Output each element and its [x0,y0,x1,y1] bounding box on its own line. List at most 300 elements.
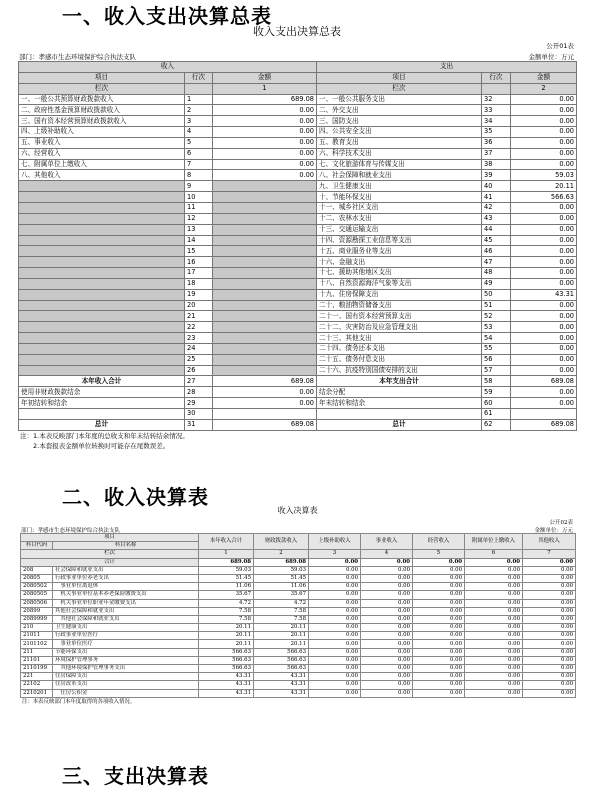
col-number: 1 [199,550,254,558]
col-lanci: 栏次 [317,83,482,94]
amount-cell: 0.00 [523,566,576,574]
expense-row-no: 52 [482,311,511,322]
summary-table-block [18,25,576,451]
amount-cell: 566.63 [199,648,254,656]
expense-item: 十九、住房保障支出 [317,289,482,300]
amount-cell: 0.00 [523,665,576,673]
table-row [19,235,577,246]
table-row [19,268,577,279]
subject-code: 21011 [21,632,53,640]
income-item: 八、其他收入 [19,170,185,181]
col-number: 6 [465,550,523,558]
income-amount: 0.00 [213,159,317,170]
amount-cell: 0.00 [465,574,523,582]
col-number: 7 [523,550,576,558]
income-header: 收入 [19,62,317,73]
table-row [19,127,577,138]
unit-label: 金额单位：万元 [528,53,574,61]
income-amount [213,311,317,322]
subject-code: 2110199 [21,665,53,673]
amount-cell: 0.00 [413,624,465,632]
table-row [19,409,577,420]
grand-total-label: 总计 [19,419,185,430]
income-amount [213,268,317,279]
expense-item: 二十四、债务还本支出 [317,343,482,354]
income-amount [213,235,317,246]
income-row-no: 26 [185,365,213,376]
amount-cell: 11.06 [199,583,254,591]
col-number: 3 [309,550,361,558]
amount-cell: 0.00 [309,624,361,632]
amount-cell: 0.00 [361,624,413,632]
income-table-meta [20,516,575,533]
expense-row-no: 34 [482,116,511,127]
expense-item: 年末结转和结余 [317,398,482,409]
amount-cell: 0.00 [413,632,465,640]
income-item: 六、经营收入 [19,148,185,159]
amount-cell: 0.00 [413,681,465,689]
expense-row-no: 37 [482,148,511,159]
expense-item: 二十、粮油物资储备支出 [317,300,482,311]
expense-row-no: 38 [482,159,511,170]
income-item [19,224,185,235]
income-row-no: 2 [185,105,213,116]
amount-cell: 0.00 [523,632,576,640]
table-row [21,665,576,673]
income-amount [213,333,317,344]
expense-amount: 0.00 [511,127,577,138]
income-row-no: 28 [185,387,213,398]
note-line: 2.本套报表金额单位转换时可能存在尾数误差。 [20,441,170,450]
expense-amount: 0.00 [511,300,577,311]
table-row [21,689,576,697]
amount-cell: 0.00 [465,583,523,591]
total-label: 合计 [21,558,199,566]
amount-cell: 566.63 [199,665,254,673]
col-name: 科目名称 [53,542,199,550]
income-item [19,289,185,300]
amount-cell: 59.03 [254,566,309,574]
expense-amount [511,409,577,420]
col-number: 5 [413,550,465,558]
col-header: 其他收入 [523,534,576,550]
income-item [19,181,185,192]
section-title-2: 二、收入决算表 [62,485,209,509]
total-row [19,376,577,387]
expense-row-no: 54 [482,333,511,344]
table-row [19,300,577,311]
income-amount: 0.00 [213,387,317,398]
amount-cell: 0.00 [361,615,413,623]
amount-cell: 0.00 [361,689,413,697]
total-expense-label: 本年支出合计 [317,376,482,387]
amount-cell: 566.63 [199,656,254,664]
expense-item: 四、公共安全支出 [317,127,482,138]
amount-cell: 0.00 [309,632,361,640]
income-row-no: 9 [185,181,213,192]
expense-item: 一、一般公共服务支出 [317,94,482,105]
expense-amount: 0.00 [511,224,577,235]
expense-item: 二十五、债务付息支出 [317,354,482,365]
expense-item: 九、卫生健康支出 [317,181,482,192]
expense-item: 二十二、灾害防治及应急管理支出 [317,322,482,333]
table-row [21,632,576,640]
col-lanci: 栏次 [19,83,185,94]
total-cell: 0.00 [361,558,413,566]
table-row [19,192,577,203]
grand-total-expense: 689.08 [511,419,577,430]
expense-amount: 20.11 [511,181,577,192]
amount-cell: 0.00 [523,624,576,632]
table-row [19,137,577,148]
amount-cell: 0.00 [465,640,523,648]
subject-name: 机关事业单位基本养老保险缴费支出 [53,591,199,599]
income-amount [213,300,317,311]
amount-cell: 35.67 [199,591,254,599]
subject-name: 行政事业单位养老支出 [53,574,199,582]
col-item: 项目 [21,534,199,542]
amount-cell: 35.67 [254,591,309,599]
income-row-no: 30 [185,409,213,420]
table-row [19,105,577,116]
col-amount: 金额 [511,72,577,83]
amount-cell: 0.00 [309,599,361,607]
amount-cell: 0.00 [523,583,576,591]
income-row-no: 10 [185,192,213,203]
amount-cell: 0.00 [361,640,413,648]
income-item [19,300,185,311]
amount-cell: 0.00 [361,599,413,607]
total-cell: 0.00 [523,558,576,566]
subject-code: 2210201 [21,689,53,697]
income-amount [213,354,317,365]
subject-code: 22102 [21,681,53,689]
expense-row-no: 40 [482,181,511,192]
amount-cell: 0.00 [465,665,523,673]
expense-row-no: 46 [482,246,511,257]
amount-cell: 0.00 [465,681,523,689]
subject-code: 2080505 [21,591,53,599]
amount-cell: 0.00 [413,665,465,673]
table-row [21,599,576,607]
income-row-no: 11 [185,202,213,213]
amount-cell: 0.00 [523,591,576,599]
subject-code: 221 [21,673,53,681]
table-row [19,170,577,181]
income-amount: 0.00 [213,398,317,409]
expense-amount: 0.00 [511,278,577,289]
grand-total-row-no: 62 [482,419,511,430]
income-row-no: 7 [185,159,213,170]
amount-cell: 0.00 [465,656,523,664]
expense-row-no: 48 [482,268,511,279]
amount-cell: 43.31 [199,689,254,697]
amount-cell: 0.00 [465,599,523,607]
expense-amount: 0.00 [511,213,577,224]
table-row [21,607,576,615]
income-row-no: 21 [185,311,213,322]
amount-cell: 0.00 [523,607,576,615]
amount-cell: 566.63 [254,648,309,656]
summary-table-title: 收入支出决算总表 [253,25,341,38]
expense-item: 八、社会保障和就业支出 [317,170,482,181]
total-expense-row-no: 58 [482,376,511,387]
grand-total-row-no: 31 [185,419,213,430]
subject-name: 其他社会保障和就业支出 [53,615,199,623]
amount-cell: 7.58 [199,615,254,623]
total-cell: 689.08 [199,558,254,566]
expense-item: 七、文化旅游体育与传媒支出 [317,159,482,170]
expense-row-no: 45 [482,235,511,246]
income-row-no: 4 [185,127,213,138]
amount-cell: 0.00 [361,566,413,574]
expense-item: 十四、资源勘探工业信息等支出 [317,235,482,246]
table-row [21,591,576,599]
amount-cell: 0.00 [309,615,361,623]
amount-cell: 0.00 [523,599,576,607]
expense-amount: 0.00 [511,365,577,376]
income-row-no: 20 [185,300,213,311]
income-row-no: 14 [185,235,213,246]
expense-row-no: 50 [482,289,511,300]
table-row [19,159,577,170]
expense-row-no: 36 [482,137,511,148]
amount-cell: 0.00 [309,574,361,582]
amount-cell: 0.00 [465,624,523,632]
expense-row-no: 51 [482,300,511,311]
table-row [19,246,577,257]
subject-name: 机关事业单位职业年金缴费支出 [53,599,199,607]
amount-cell: 11.06 [254,583,309,591]
expense-amount: 0.00 [511,268,577,279]
expense-row-no: 59 [482,387,511,398]
amount-cell: 0.00 [413,689,465,697]
table-row [19,365,577,376]
subject-name: 卫生健康支出 [53,624,199,632]
income-row-no: 16 [185,257,213,268]
amount-cell: 0.00 [523,615,576,623]
amount-cell: 4.72 [199,599,254,607]
col-header: 上级补助收入 [309,534,361,550]
amount-cell: 20.11 [199,624,254,632]
table-row [21,656,576,664]
table-row [19,224,577,235]
subject-code: 2080502 [21,583,53,591]
subject-name: 行政事业单位医疗 [53,632,199,640]
subject-name: 住房保障支出 [53,673,199,681]
subject-code: 20899 [21,607,53,615]
income-amount [213,224,317,235]
income-amount [213,202,317,213]
amount-cell: 0.00 [523,574,576,582]
income-item [19,246,185,257]
subject-name: 事业单位离退休 [53,583,199,591]
section-title-1: 一、收入支出决算总表 [62,4,272,28]
amount-cell: 0.00 [465,648,523,656]
table-row [19,333,577,344]
expense-amount: 0.00 [511,257,577,268]
expense-item: 十七、援助其他地区支出 [317,268,482,279]
table-row [19,278,577,289]
amount-cell: 0.00 [361,673,413,681]
subject-code: 210 [21,624,53,632]
income-row-no: 19 [185,289,213,300]
income-row-no: 13 [185,224,213,235]
expense-row-no: 49 [482,278,511,289]
income-item [19,278,185,289]
grand-total-income: 689.08 [213,419,317,430]
amount-cell: 20.11 [254,624,309,632]
expense-row-no: 39 [482,170,511,181]
total-cell: 0.00 [465,558,523,566]
income-amount [213,246,317,257]
amount-cell: 0.00 [523,656,576,664]
expense-amount: 0.00 [511,354,577,365]
col-number: 2 [511,83,577,94]
amount-cell: 0.00 [361,656,413,664]
amount-cell: 0.00 [413,615,465,623]
income-item: 七、附属单位上缴收入 [19,159,185,170]
amount-cell: 0.00 [309,591,361,599]
income-item [19,202,185,213]
amount-cell: 7.58 [199,607,254,615]
expense-row-no: 53 [482,322,511,333]
col-header: 财政拨款收入 [254,534,309,550]
expense-item: 二十六、抗疫特别国债安排的支出 [317,365,482,376]
expense-item: 二、外交支出 [317,105,482,116]
table-row [19,354,577,365]
amount-cell: 0.00 [523,648,576,656]
expense-item [317,409,482,420]
income-item [19,311,185,322]
col-number: 1 [213,83,317,94]
income-amount [213,343,317,354]
subject-name: 住房改革支出 [53,681,199,689]
amount-cell: 0.00 [413,656,465,664]
amount-cell: 43.31 [254,681,309,689]
subject-name: 其他环境保护管理事务支出 [53,665,199,673]
table-row [19,289,577,300]
income-item [19,257,185,268]
income-row-no: 24 [185,343,213,354]
col-item: 项目 [317,72,482,83]
income-amount: 0.00 [213,148,317,159]
col-header: 附属单位上缴收入 [465,534,523,550]
expense-row-no: 42 [482,202,511,213]
expense-row-no: 57 [482,365,511,376]
expense-item: 二十一、国有资本经营预算支出 [317,311,482,322]
income-item [19,322,185,333]
amount-cell: 20.11 [199,632,254,640]
income-item [19,354,185,365]
expense-amount: 0.00 [511,322,577,333]
amount-cell: 0.00 [361,574,413,582]
income-row-no: 15 [185,246,213,257]
table-row [19,213,577,224]
total-income-label: 本年收入合计 [19,376,185,387]
total-cell: 689.08 [254,558,309,566]
income-item: 一、一般公共预算财政拨款收入 [19,94,185,105]
income-amount [213,213,317,224]
income-row-no: 8 [185,170,213,181]
expense-item: 结余分配 [317,387,482,398]
department-label: 部门：孝感市生态环境保护综合执法支队 [19,53,136,61]
amount-cell: 0.00 [465,591,523,599]
amount-cell: 0.00 [523,673,576,681]
col-number: 2 [254,550,309,558]
expense-amount: 0.00 [511,148,577,159]
table-row [19,202,577,213]
summary-table-meta [18,39,576,61]
amount-cell: 20.11 [254,640,309,648]
amount-cell: 0.00 [465,632,523,640]
expense-item: 十五、商业服务业等支出 [317,246,482,257]
income-table [20,533,576,698]
amount-cell: 43.31 [254,673,309,681]
amount-cell: 0.00 [413,607,465,615]
expense-amount: 0.00 [511,116,577,127]
amount-cell: 0.00 [361,665,413,673]
grand-total-row [19,419,577,430]
income-amount [213,289,317,300]
expense-row-no: 60 [482,398,511,409]
unit-label: 金额单位：万元 [534,528,573,534]
income-item: 三、国有资本经营预算财政拨款收入 [19,116,185,127]
amount-cell: 7.58 [254,607,309,615]
amount-cell: 59.03 [199,566,254,574]
table-row [21,648,576,656]
col-row: 行次 [185,72,213,83]
amount-cell: 0.00 [413,599,465,607]
amount-cell: 0.00 [361,681,413,689]
expense-amount: 0.00 [511,105,577,116]
income-table-block [20,505,575,707]
expense-row-no: 55 [482,343,511,354]
subject-name: 其他社会保障和就业支出 [53,607,199,615]
amount-cell: 0.00 [309,673,361,681]
amount-cell: 0.00 [309,566,361,574]
amount-cell: 20.11 [199,640,254,648]
grand-total-label: 总计 [317,419,482,430]
col-header: 事业收入 [361,534,413,550]
total-cell: 0.00 [309,558,361,566]
col-amount: 金额 [213,72,317,83]
total-income: 689.08 [213,376,317,387]
amount-cell: 0.00 [523,640,576,648]
expense-header: 支出 [317,62,577,73]
expense-row-no: 47 [482,257,511,268]
total-income-row-no: 27 [185,376,213,387]
expense-amount: 0.00 [511,202,577,213]
table-row [19,387,577,398]
amount-cell: 4.72 [254,599,309,607]
income-amount [213,278,317,289]
expense-item: 六、科学技术支出 [317,148,482,159]
income-amount [213,409,317,420]
expense-row-no: 44 [482,224,511,235]
amount-cell: 0.00 [465,607,523,615]
income-item: 二、政府性基金预算财政拨款收入 [19,105,185,116]
income-row-no: 25 [185,354,213,365]
subject-code: 208 [21,566,53,574]
subject-code: 2080506 [21,599,53,607]
income-row-no: 23 [185,333,213,344]
subject-code: 21101 [21,656,53,664]
amount-cell: 43.31 [199,681,254,689]
income-amount: 0.00 [213,137,317,148]
amount-cell: 0.00 [309,607,361,615]
amount-cell: 566.63 [254,656,309,664]
